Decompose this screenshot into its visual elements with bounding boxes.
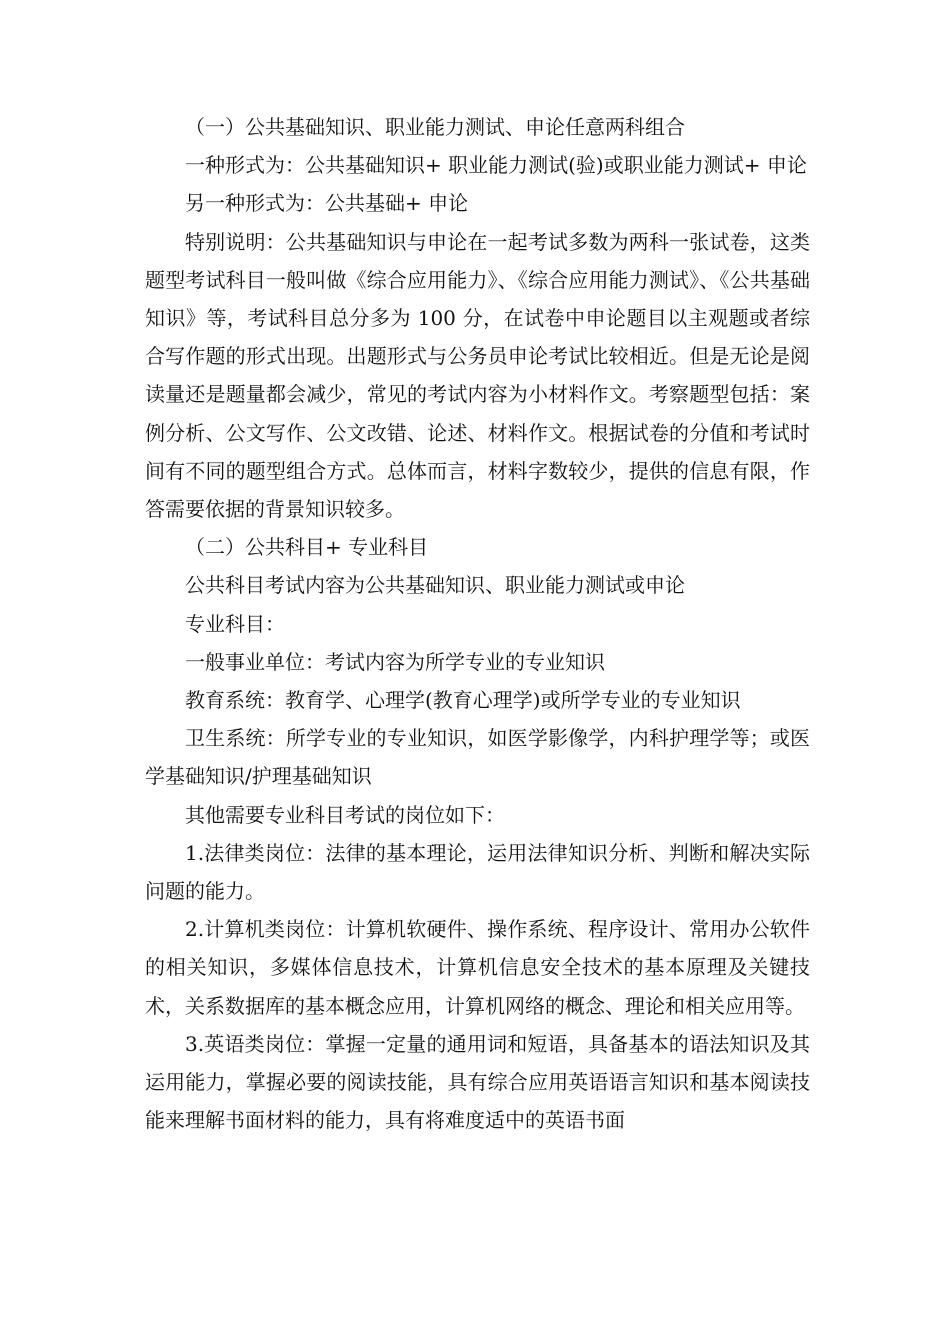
paragraph: 教育系统：教育学、心理学(教育心理学)或所学专业的专业知识: [185, 688, 741, 713]
list-item-english: 3.英语类岗位：掌握一定量的通用词和短语，具备基本的语法知识及其运用能力，掌握必要的阅读技能，具有综合应用英语语言知识和基本阅读技能来理解书面材料的能力，具有将难度适中的英语书面: [145, 1031, 810, 1133]
paragraph: 卫生系统：所学专业的专业知识，如医学影像学，内科护理学等；或医学基础知识/护理基础知识: [145, 726, 810, 789]
paragraph: 其他需要专业科目考试的岗位如下：: [185, 802, 505, 827]
section-heading-2: （二）公共科目+ 专业科目: [185, 535, 429, 560]
paragraph: 另一种形式为：公共基础+ 申论: [185, 191, 469, 216]
list-item-computer: 2.计算机类岗位：计算机软硬件、操作系统、程序设计、常用办公软件的相关知识，多媒体信息技术，计算机信息安全技术的基本原理及关键技术，关系数据库的基本概念应用，计算机网络的概念、理论和相关应用等。: [145, 917, 810, 1018]
paragraph: 一种形式为：公共基础知识+ 职业能力测试(验)或职业能力测试+ 申论: [185, 153, 807, 178]
paragraph: 一般事业单位：考试内容为所学专业的专业知识: [185, 649, 605, 674]
section-heading-1: （一）公共基础知识、职业能力测试、申论任意两科组合: [185, 115, 685, 139]
document-body: [145, 108, 810, 1139]
paragraph: 公共科目考试内容为公共基础知识、职业能力测试或申论: [185, 573, 685, 598]
paragraph-special-note: 特别说明：公共基础知识与申论在一起考试多数为两科一张试卷，这类题型考试科目一般叫做《综合应用能力》、《综合应用能力测试》、《公共基础知识》等，考试科目总分多为 100 分，在试卷中申论题目以主观题或者综合写作题的形式出现。出题形式与公务员申论考试比较相近。但是无论是阅读量还是题量都会减少，常见的考试内容为小材料作文。考察题型包括：案例分析、公文写作、公文改错、论述、材料作文。根据试卷的分值和考试时间有不同的题型组合方式。总体而言，材料字数较少，提供的信息有限，作答需要依据的背景知识较多。: [145, 229, 810, 522]
paragraph: 专业科目：: [185, 611, 285, 636]
list-item-law: 1.法律类岗位：法律的基本理论，运用法律知识分析、判断和解决实际问题的能力。: [145, 840, 810, 904]
